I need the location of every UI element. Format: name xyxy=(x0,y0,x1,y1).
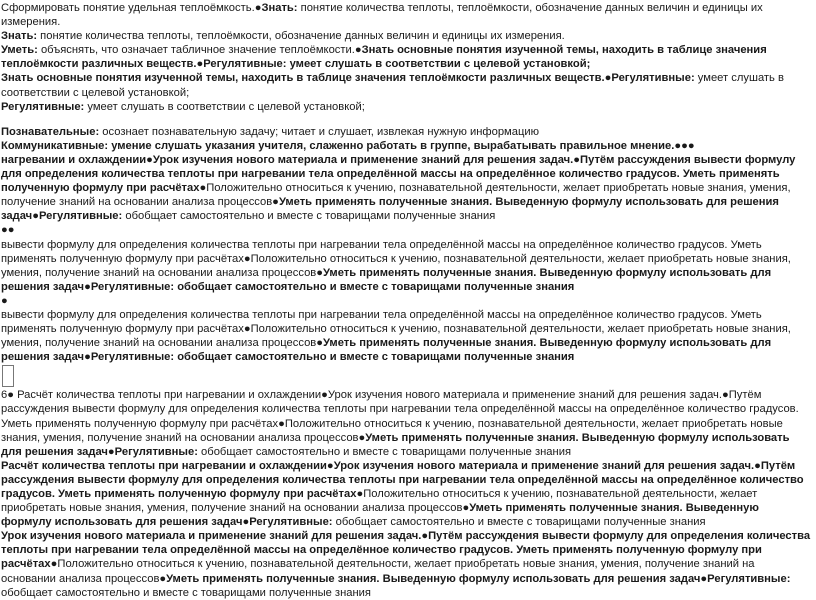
label-regulatory: Регулятивные: xyxy=(707,572,791,585)
text: вывести формулу для определения количества теплоты при нагревании тела определённой массы на определённое количество градусов. Уметь применять полученную формулу при расчётах xyxy=(1,308,762,336)
label-regulatory: Регулятивные: xyxy=(38,210,123,223)
text: Положительно относиться к учению, познавательной деятельности, желает приобретать новые знания, умения, получение знаний на основании анализа процессов xyxy=(1,488,758,515)
bullet: ● xyxy=(84,280,91,293)
paragraph-know xyxy=(1,29,812,43)
paragraph-goal xyxy=(1,1,812,29)
bullet: ● xyxy=(358,431,366,444)
text: вывести формулу для определения количества теплоты при нагревании тела определённой массы на определённое количество градусов. Уметь применять полученную формулу при расчётах xyxy=(1,238,762,265)
label-communicative: Коммуникативные: xyxy=(1,139,109,152)
bullet: ● xyxy=(243,252,251,265)
text: Сформировать понятие удельная теплоёмкость. xyxy=(1,2,255,14)
paragraph-bullet xyxy=(1,294,812,308)
label-know: Знать: xyxy=(1,30,38,43)
bullet: ● xyxy=(272,196,279,209)
text-bold: Урок изучения нового материала и применение знаний для решения задач. xyxy=(152,153,574,166)
paragraph-be-able xyxy=(1,43,812,71)
bullet: ● xyxy=(421,530,429,543)
text-bold: Путём рассуждения вывести формулу для определения количества теплоты при нагревании тела определённой массы на определённое количество градусов. Уметь применять полученную формулу при расчётах xyxy=(1,459,804,500)
bullet: ● xyxy=(243,323,251,336)
empty-box xyxy=(2,365,14,387)
bullet: ● xyxy=(326,459,334,472)
bullet: ● xyxy=(199,182,207,195)
text-bold: Уметь применять полученные знания. Выведенную формулу использовать для решения задач xyxy=(1,196,779,223)
text: Путём рассуждения вывести формулу для определения количества теплоты при нагревании тела определённой массы на определённое количество градусов. Уметь применять полученную формулу при расчётах xyxy=(1,389,799,430)
text-bold: Знать основные понятия изученной темы, находить в таблице значения теплоёмкости различных веществ. xyxy=(1,44,767,71)
text-bold: Знать основные понятия изученной темы, находить в таблице значения теплоёмкости различных веществ. xyxy=(1,72,605,85)
paragraph-derive-formula-2 xyxy=(1,308,812,364)
text: Урок изучения нового материала и применение знаний для решения задач. xyxy=(327,389,722,402)
label-regulatory: Регулятивные: xyxy=(90,280,175,293)
text-bold: Уметь применять полученные знания. Выведенную формулу использовать для решения задач xyxy=(1,502,759,529)
text: Положительно относиться к учению, познавательной деятельности, желает приобретать новые знания, умения, получение знаний на основании анализа процессов xyxy=(1,323,791,350)
bullet: ● xyxy=(159,572,167,585)
text: обобщает самостоятельно и вместе с товарищами полученные знания xyxy=(122,210,496,223)
text-bold: Путём рассуждения вывести формулу для определения количества теплоты при нагревании тела определённой массы на определённое количество градусов. Уметь применять полученную формулу при расчётах xyxy=(1,530,811,571)
text: обобщает самостоятельно и вместе с товарищами полученные знания xyxy=(1,586,371,599)
bullet: ● xyxy=(254,2,262,14)
text: умеет слушать в соответствии с целевой установкой; xyxy=(84,100,365,113)
text-bold: умение слушать указания учителя, слаженно работать в группе, вырабатывать правильное мнение. xyxy=(108,139,675,152)
label-regulatory: Регулятивные: xyxy=(203,58,287,71)
paragraph-know-concepts xyxy=(1,71,812,99)
label-regulatory: Регулятивные: xyxy=(90,351,175,364)
text: осознает познавательную задачу; читает и слушает, извлекая нужную информацию xyxy=(99,125,540,138)
text: Положительно относиться к учению, познавательной деятельности, желает приобретать новые знания, умения, получение знаний на основании анализа процессов xyxy=(1,558,755,585)
bullet: ● xyxy=(32,210,39,223)
text-bold: обобщает самостоятельно и вместе с товарищами полученные знания xyxy=(174,351,575,364)
bullet: ● xyxy=(196,58,204,71)
bullet: ● xyxy=(107,445,115,458)
text-bold: Путём рассуждения вывести формулу для определения количества теплоты при нагревании тела определённой массы на определённое количество градусов. Уметь применять полученную формулу при расчётах xyxy=(1,153,796,195)
text-bold: Уметь применять полученные знания. Выведенную формулу использовать для решения задач xyxy=(1,266,772,293)
text: понятие количества теплоты, теплоёмкости, обозначение данных величин и единицы их измерения. xyxy=(37,30,565,43)
bullet: ● xyxy=(84,351,91,364)
text-bold: Уметь применять полученные знания. Выведенную формулу использовать для решения задач xyxy=(166,572,701,585)
label-be-able: Уметь: xyxy=(1,44,38,57)
text-bold: Расчёт количества теплоты при нагревании и охлаждении xyxy=(1,459,327,472)
bullet: ● xyxy=(316,266,324,279)
bullet: ● xyxy=(356,488,364,500)
paragraph-new-material xyxy=(1,529,812,599)
bullet: ●●● xyxy=(674,139,695,152)
label-know: Знать: xyxy=(261,2,298,14)
paragraph-heat-calculation xyxy=(1,459,812,529)
paragraph-bullets xyxy=(1,223,812,237)
paragraph-regulatory xyxy=(1,100,812,114)
text: объяснять, что означает табличное значение теплоёмкости. xyxy=(37,44,355,57)
bullet: ● xyxy=(354,44,362,57)
paragraph-derive-formula-1 xyxy=(1,238,812,294)
text: Положительно относиться к учению, познавательной деятельности, желает приобретать новые знания, умения, получение знаний на основании анализа процессов xyxy=(1,417,783,444)
text: понятие количества теплоты, теплоёмкости, обозначение данных величин и единицы их измерения. xyxy=(1,2,763,29)
text: обобщает самостоятельно и вместе с товарищами полученные знания xyxy=(332,516,706,529)
bullet: ● xyxy=(462,502,470,515)
text-bold: Уметь применять полученные знания. Выведенную формулу использовать для решения задач xyxy=(1,337,772,364)
bullet: ● xyxy=(316,337,324,350)
bullet: ● xyxy=(604,72,612,85)
bullet: ● xyxy=(278,417,285,430)
bullet: ● xyxy=(321,389,328,402)
label-regulatory: Регулятивные: xyxy=(114,445,198,458)
text-bold: Уметь применять полученные знания. Выведенную формулу использовать для решения задач xyxy=(1,431,790,458)
text-bold: Урок изучения нового материала и применение знаний для решения задач. xyxy=(1,530,422,543)
bullet: ● xyxy=(700,572,708,585)
label-regulatory: Регулятивные: xyxy=(1,100,85,113)
bullet: ● xyxy=(242,516,250,529)
paragraph-lesson-6 xyxy=(1,388,812,458)
text: 6● Расчёт количества теплоты при нагревании и охлаждении xyxy=(1,389,322,402)
bullet: ● xyxy=(50,558,58,571)
bullet: ● xyxy=(146,153,153,166)
text: Положительно относиться к учению, познавательной деятельности, желает приобретать новые знания, умения, получение знаний на основании анализа процессов xyxy=(1,182,791,209)
text-bold: нагревании и охлаждении xyxy=(1,153,147,166)
text-bold: Урок изучения нового материала и применение знаний для решения задач. xyxy=(333,459,755,472)
blank-line xyxy=(1,114,812,125)
text: обобщает самостоятельно и вместе с товарищами полученные знания xyxy=(197,445,572,458)
label-regulatory: Регулятивные: xyxy=(611,72,695,85)
bullet: ● xyxy=(1,294,8,307)
label-regulatory: Регулятивные: xyxy=(249,516,333,529)
paragraph-heating-cooling xyxy=(1,153,812,223)
bullet: ● xyxy=(573,153,581,166)
text-bold: обобщает самостоятельно и вместе с товарищами полученные знания xyxy=(174,280,575,293)
bullet: ● xyxy=(722,389,729,402)
bullet: ● xyxy=(754,459,761,472)
text-bold: умеет слушать в соответствии с целевой установкой; xyxy=(286,58,591,71)
text: Положительно относиться к учению, познавательной деятельности, желает приобретать новые знания, умения, получение знаний на основании анализа процессов xyxy=(1,252,791,279)
paragraph-cognitive xyxy=(1,125,812,139)
text: умеет слушать в соответствии с целевой установкой; xyxy=(1,72,784,99)
label-cognitive: Познавательные: xyxy=(1,125,100,138)
paragraph-communicative xyxy=(1,139,812,153)
bullet: ●● xyxy=(1,224,15,237)
